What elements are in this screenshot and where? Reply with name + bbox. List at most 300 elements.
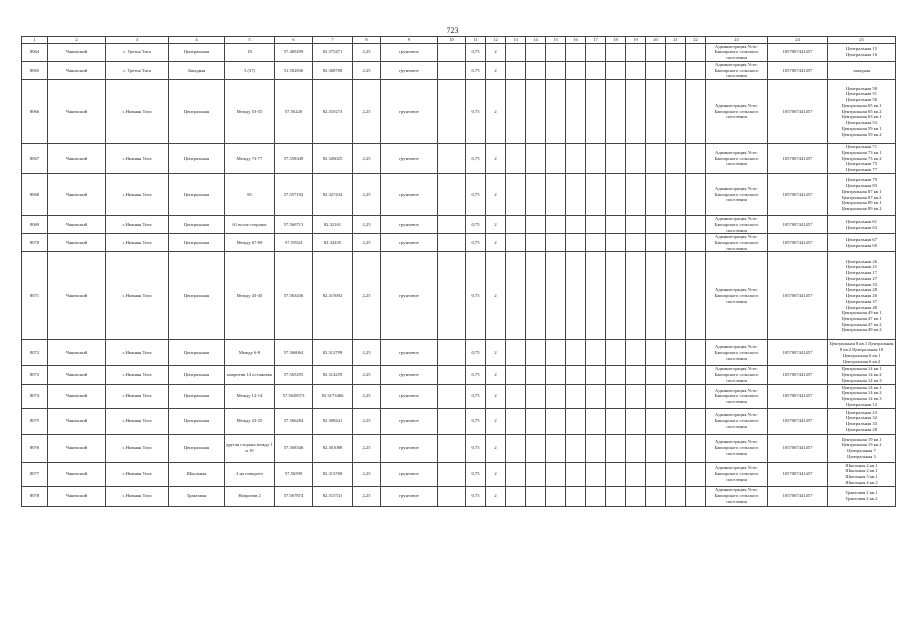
empty-cell	[626, 340, 646, 366]
cell-col-1: 8068	[22, 174, 48, 216]
table-row	[22, 434, 896, 462]
cell-col-2: Чанихский	[48, 234, 106, 252]
header-cell: 16	[566, 37, 586, 44]
cell-col-3: с.Нижняя Тига	[106, 216, 169, 234]
empty-cell	[646, 80, 666, 144]
table-row	[22, 174, 896, 216]
cell-col-4: Центральная	[169, 252, 225, 340]
header-cell: 22	[686, 37, 706, 44]
empty-cell	[506, 384, 526, 408]
cell-col-7: 82.375471	[313, 43, 353, 61]
empty-cell	[646, 61, 666, 79]
cell-col-6: 57.557192	[275, 174, 313, 216]
empty-cell	[438, 216, 466, 234]
cell-col-11: 0,75	[466, 144, 486, 174]
header-cell: 15	[546, 37, 566, 44]
empty-cell	[546, 61, 566, 79]
empty-cell	[506, 80, 526, 144]
cell-col-7: 82.301088	[313, 434, 353, 462]
empty-cell	[566, 43, 586, 61]
cell-col-24: 1057007441457	[768, 252, 828, 340]
empty-cell	[626, 80, 646, 144]
empty-cell	[586, 234, 606, 252]
cell-col-5: Между 43-45	[225, 252, 275, 340]
cell-col-4: Центральная	[169, 340, 225, 366]
cell-col-5: 85	[225, 174, 275, 216]
header-cell: 12	[486, 37, 506, 44]
empty-cell	[506, 486, 526, 506]
cell-col-5: 3 (3?)	[225, 61, 275, 79]
empty-cell	[666, 408, 686, 434]
empty-cell	[646, 216, 666, 234]
cell-col-6: 57.5638573	[275, 384, 313, 408]
empty-cell	[546, 80, 566, 144]
table-row	[22, 486, 896, 506]
empty-cell	[626, 43, 646, 61]
cell-col-8: 2,25	[353, 486, 381, 506]
header-cell: 11	[466, 37, 486, 44]
empty-cell	[626, 486, 646, 506]
cell-col-24: 1057007441457	[768, 144, 828, 174]
empty-cell	[566, 252, 586, 340]
cell-col-11: 0,75	[466, 61, 486, 79]
empty-cell	[546, 340, 566, 366]
table-row	[22, 43, 896, 61]
cell-col-23: Администрация Усть-Бакчарского сельского поселения	[706, 80, 768, 144]
empty-cell	[546, 252, 566, 340]
empty-cell	[646, 252, 666, 340]
cell-col-25: Центральная 19 кв.1 Центральная 19 кв.2 Центральная 7 Центральная 3	[828, 434, 896, 462]
cell-col-12: 2	[486, 366, 506, 384]
empty-cell	[646, 43, 666, 61]
cell-col-9: грунтовое	[381, 434, 438, 462]
cell-col-25: Центральная 71 Центральная 73 кв.1 Центральная 73 кв.2 Центральная 75 Центральная 77	[828, 144, 896, 174]
empty-cell	[586, 434, 606, 462]
table-row	[22, 61, 896, 79]
cell-col-5: Между 23-25	[225, 408, 275, 434]
cell-col-6: 57.567874	[275, 486, 313, 506]
empty-cell	[438, 174, 466, 216]
empty-cell	[586, 366, 606, 384]
cell-col-5: Между 53-55	[225, 80, 275, 144]
cell-col-24: 1057007441457	[768, 61, 828, 79]
cell-col-8: 2,25	[353, 216, 381, 234]
cell-col-24: 1057007441457	[768, 486, 828, 506]
empty-cell	[546, 434, 566, 462]
empty-cell	[586, 486, 606, 506]
cell-col-12: 2	[486, 384, 506, 408]
cell-col-11: 0,75	[466, 43, 486, 61]
header-cell: 1	[22, 37, 48, 44]
cell-col-6: 57.563436	[275, 252, 313, 340]
cell-col-23: Администрация Усть-Бакчарского сельского поселения	[706, 216, 768, 234]
cell-col-5: 2 на повороте	[225, 462, 275, 486]
empty-cell	[686, 366, 706, 384]
empty-cell	[626, 174, 646, 216]
cell-col-25: Центральная 15 Центральная 16	[828, 43, 896, 61]
cell-col-25: Трактовая 2 кв.1 Трактовая 2 кв.2	[828, 486, 896, 506]
cell-col-11: 0,75	[466, 462, 486, 486]
empty-cell	[566, 366, 586, 384]
cell-col-8: 2,25	[353, 434, 381, 462]
table-row	[22, 408, 896, 434]
cell-col-1: 8076	[22, 434, 48, 462]
header-cell: 23	[706, 37, 768, 44]
cell-col-8: 2,25	[353, 234, 381, 252]
empty-cell	[586, 384, 606, 408]
empty-cell	[438, 340, 466, 366]
cell-col-4: Центральная	[169, 434, 225, 462]
empty-cell	[506, 462, 526, 486]
cell-col-3: с. Третья Тига	[106, 43, 169, 61]
empty-cell	[686, 252, 706, 340]
empty-cell	[686, 80, 706, 144]
empty-cell	[566, 340, 586, 366]
cell-col-11: 0,75	[466, 340, 486, 366]
empty-cell	[526, 80, 546, 144]
cell-col-4: Центральная	[169, 216, 225, 234]
empty-cell	[586, 252, 606, 340]
cell-col-2: Чанихский	[48, 43, 106, 61]
cell-col-25: западная	[828, 61, 896, 79]
cell-col-3: с.Нижняя Тига	[106, 434, 169, 462]
cell-col-4: Центральная	[169, 80, 225, 144]
empty-cell	[686, 43, 706, 61]
header-row	[22, 37, 896, 44]
cell-col-11: 0,75	[466, 234, 486, 252]
header-cell: 21	[666, 37, 686, 44]
cell-col-11: 0,75	[466, 80, 486, 144]
cell-col-25: Центральная 23 Центральная 32 Центральная 33 Центральная 28	[828, 408, 896, 434]
empty-cell	[546, 144, 566, 174]
empty-cell	[686, 384, 706, 408]
empty-cell	[606, 61, 626, 79]
cell-col-9: грунтовое	[381, 234, 438, 252]
empty-cell	[566, 462, 586, 486]
cell-col-23: Администрация Усть-Бакчарского сельского поселения	[706, 366, 768, 384]
cell-col-5: Между 67-69	[225, 234, 275, 252]
cell-col-1: 8077	[22, 462, 48, 486]
cell-col-8: 2,25	[353, 340, 381, 366]
cell-col-24: 1057007441457	[768, 80, 828, 144]
cell-col-2: Чанихский	[48, 384, 106, 408]
empty-cell	[606, 43, 626, 61]
cell-col-9: грунтовое	[381, 80, 438, 144]
cell-col-5: 61 возле стороны	[225, 216, 275, 234]
cell-col-4: Центральная	[169, 366, 225, 384]
header-cell: 10	[438, 37, 466, 44]
cell-col-9: грунтовое	[381, 252, 438, 340]
empty-cell	[666, 434, 686, 462]
cell-col-24: 1057007441457	[768, 43, 828, 61]
empty-cell	[546, 408, 566, 434]
cell-col-23: Администрация Усть-Бакчарского сельского поселения	[706, 174, 768, 216]
empty-cell	[686, 174, 706, 216]
cell-col-2: Чанихский	[48, 61, 106, 79]
cell-col-7: 82.314259	[313, 366, 353, 384]
empty-cell	[566, 144, 586, 174]
header-cell: 4	[169, 37, 225, 44]
cell-col-3: с.Нижняя Тига	[106, 384, 169, 408]
cell-col-2: Чанихский	[48, 408, 106, 434]
cell-col-11: 0,75	[466, 216, 486, 234]
header-cell: 5	[225, 37, 275, 44]
empty-cell	[526, 384, 546, 408]
empty-cell	[438, 252, 466, 340]
empty-cell	[438, 434, 466, 462]
empty-cell	[546, 486, 566, 506]
header-cell: 3	[106, 37, 169, 44]
cell-col-24: 1057007441457	[768, 408, 828, 434]
empty-cell	[606, 366, 626, 384]
empty-cell	[438, 408, 466, 434]
empty-cell	[626, 462, 646, 486]
empty-cell	[586, 408, 606, 434]
empty-cell	[606, 234, 626, 252]
cell-col-3: с.Нижняя Тига	[106, 366, 169, 384]
empty-cell	[626, 144, 646, 174]
cell-col-9: грунтовое	[381, 486, 438, 506]
cell-col-25: Центральная 14 кв.1 Центральная 14 кв.2 Центральная 14 кв.3 Центральная 12	[828, 384, 896, 408]
empty-cell	[526, 408, 546, 434]
empty-cell	[586, 80, 606, 144]
empty-cell	[666, 340, 686, 366]
cell-col-23: Администрация Усть-Бакчарского сельского поселения	[706, 462, 768, 486]
cell-col-7: 82.308441	[313, 408, 353, 434]
empty-cell	[666, 61, 686, 79]
cell-col-12: 2	[486, 408, 506, 434]
cell-col-8: 2,25	[353, 384, 381, 408]
empty-cell	[586, 216, 606, 234]
cell-col-5: Напротив 2	[225, 486, 275, 506]
empty-cell	[646, 144, 666, 174]
empty-cell	[566, 61, 586, 79]
cell-col-9: грунтовое	[381, 216, 438, 234]
table-row	[22, 144, 896, 174]
cell-col-7: 82.315692	[313, 252, 353, 340]
cell-col-2: Чанихский	[48, 340, 106, 366]
empty-cell	[686, 216, 706, 234]
empty-cell	[566, 80, 586, 144]
empty-cell	[546, 43, 566, 61]
cell-col-1: 8073	[22, 366, 48, 384]
cell-col-9: грунтовое	[381, 366, 438, 384]
cell-col-8: 2,25	[353, 144, 381, 174]
empty-cell	[626, 384, 646, 408]
header-cell: 20	[646, 37, 666, 44]
cell-col-23: Администрация Усть-Бакчарского сельского поселения	[706, 384, 768, 408]
header-cell: 19	[626, 37, 646, 44]
empty-cell	[438, 43, 466, 61]
cell-col-3: с.Нижняя Тига	[106, 252, 169, 340]
empty-cell	[666, 384, 686, 408]
empty-cell	[438, 61, 466, 79]
empty-cell	[546, 366, 566, 384]
cell-col-9: грунтовое	[381, 174, 438, 216]
cell-col-11: 0,75	[466, 434, 486, 462]
cell-col-24: 1057007441457	[768, 174, 828, 216]
cell-col-9: грунтовое	[381, 340, 438, 366]
cell-col-12: 2	[486, 80, 506, 144]
empty-cell	[566, 486, 586, 506]
cell-col-1: 8074	[22, 384, 48, 408]
empty-cell	[686, 234, 706, 252]
data-table	[21, 36, 896, 507]
cell-col-6: 57.56599	[275, 462, 313, 486]
cell-col-7: 82.327434	[313, 174, 353, 216]
empty-cell	[606, 144, 626, 174]
table-row	[22, 462, 896, 486]
empty-cell	[646, 174, 666, 216]
empty-cell	[606, 174, 626, 216]
empty-cell	[666, 43, 686, 61]
cell-col-1: 8072	[22, 340, 48, 366]
empty-cell	[686, 61, 706, 79]
cell-col-5: другая сторона между 1 и 19	[225, 434, 275, 462]
header-cell: 24	[768, 37, 828, 44]
empty-cell	[438, 366, 466, 384]
cell-col-11: 0,75	[466, 366, 486, 384]
page-number: 723	[446, 26, 459, 35]
empty-cell	[646, 234, 666, 252]
empty-cell	[606, 340, 626, 366]
empty-cell	[566, 216, 586, 234]
empty-cell	[626, 366, 646, 384]
cell-col-9: грунтовое	[381, 408, 438, 434]
cell-col-6: 57.558349	[275, 144, 313, 174]
cell-col-23: Администрация Усть-Бакчарского сельского поселения	[706, 43, 768, 61]
cell-col-1: 8071	[22, 252, 48, 340]
empty-cell	[586, 340, 606, 366]
cell-col-9: грунтовое	[381, 144, 438, 174]
cell-col-9: грунтовое	[381, 462, 438, 486]
table-row	[22, 384, 896, 408]
cell-col-12: 2	[486, 144, 506, 174]
cell-col-12: 2	[486, 462, 506, 486]
cell-col-23: Администрация Усть-Бакчарского сельского поселения	[706, 408, 768, 434]
empty-cell	[438, 462, 466, 486]
empty-cell	[686, 408, 706, 434]
cell-col-6: 57.565295	[275, 366, 313, 384]
empty-cell	[506, 366, 526, 384]
cell-col-23: Администрация Усть-Бакчарского сельского поселения	[706, 144, 768, 174]
cell-col-1: 8078	[22, 486, 48, 506]
cell-col-6: 57.560713	[275, 216, 313, 234]
empty-cell	[566, 408, 586, 434]
cell-col-12: 2	[486, 61, 506, 79]
empty-cell	[626, 408, 646, 434]
empty-cell	[566, 434, 586, 462]
cell-col-1: 8075	[22, 408, 48, 434]
empty-cell	[506, 174, 526, 216]
empty-cell	[626, 234, 646, 252]
cell-col-12: 2	[486, 434, 506, 462]
cell-col-24: 1057007441457	[768, 234, 828, 252]
cell-col-4: Трактовая	[169, 486, 225, 506]
empty-cell	[686, 340, 706, 366]
cell-col-2: Чанихский	[48, 144, 106, 174]
cell-col-2: Чанихский	[48, 216, 106, 234]
header-cell: 8	[353, 37, 381, 44]
cell-col-12: 2	[486, 486, 506, 506]
cell-col-11: 0,75	[466, 408, 486, 434]
empty-cell	[666, 252, 686, 340]
empty-cell	[626, 61, 646, 79]
cell-col-1: 8070	[22, 234, 48, 252]
cell-col-25: Школьная 2 кв.1 Школьная 2 кв.1 Школьная 3 кв.1 Школьная 4 кв.2	[828, 462, 896, 486]
header-cell: 9	[381, 37, 438, 44]
cell-col-2: Чанихский	[48, 462, 106, 486]
empty-cell	[506, 252, 526, 340]
empty-cell	[526, 43, 546, 61]
cell-col-6: 57.568346	[275, 434, 313, 462]
cell-col-7: 82.3173466	[313, 384, 353, 408]
cell-col-12: 2	[486, 252, 506, 340]
cell-col-5: напротив 14 остановка	[225, 366, 275, 384]
cell-col-12: 2	[486, 340, 506, 366]
empty-cell	[526, 340, 546, 366]
cell-col-24: 1057007441457	[768, 366, 828, 384]
cell-col-7: 82.310273	[313, 80, 353, 144]
table-row	[22, 216, 896, 234]
empty-cell	[506, 408, 526, 434]
empty-cell	[646, 408, 666, 434]
empty-cell	[526, 366, 546, 384]
empty-cell	[686, 486, 706, 506]
empty-cell	[526, 216, 546, 234]
cell-col-1: 8069	[22, 216, 48, 234]
empty-cell	[586, 61, 606, 79]
empty-cell	[626, 216, 646, 234]
empty-cell	[526, 61, 546, 79]
empty-cell	[438, 486, 466, 506]
cell-col-9: грунтовое	[381, 384, 438, 408]
empty-cell	[666, 486, 686, 506]
cell-col-6: 57.566064	[275, 340, 313, 366]
cell-col-3: с.Нижняя Тига	[106, 80, 169, 144]
cell-col-4: Центральная	[169, 408, 225, 434]
cell-col-6: 57.566284	[275, 408, 313, 434]
cell-col-12: 2	[486, 43, 506, 61]
empty-cell	[646, 366, 666, 384]
cell-col-23: Администрация Усть-Бакчарского сельского поселения	[706, 234, 768, 252]
empty-cell	[626, 252, 646, 340]
cell-col-25: Центральная 58 Центральная 51 Центральная 56 Центральная 65 кв.1 Центральная 65 кв.2 Центральная 63 кв.1 Центральная 53 Центральная 59 кв.1 Центральная 59 кв.2	[828, 80, 896, 144]
cell-col-2: Чанихский	[48, 366, 106, 384]
cell-col-6: 57.56220	[275, 80, 313, 144]
cell-col-8: 2,25	[353, 252, 381, 340]
cell-col-2: Чанихский	[48, 434, 106, 462]
empty-cell	[526, 486, 546, 506]
empty-cell	[438, 234, 466, 252]
cell-col-12: 2	[486, 174, 506, 216]
cell-col-1: 8064	[22, 43, 48, 61]
cell-col-3: с.Нижняя Тига	[106, 462, 169, 486]
empty-cell	[586, 174, 606, 216]
cell-col-7: 82.312799	[313, 340, 353, 366]
empty-cell	[666, 216, 686, 234]
empty-cell	[566, 384, 586, 408]
empty-cell	[438, 80, 466, 144]
cell-col-8: 2,25	[353, 408, 381, 434]
table-row	[22, 80, 896, 144]
cell-col-1: 8065	[22, 61, 48, 79]
cell-col-7: 82.326025	[313, 144, 353, 174]
empty-cell	[526, 434, 546, 462]
cell-col-23: Администрация Усть-Бакчарского сельского поселения	[706, 434, 768, 462]
cell-col-11: 0,75	[466, 252, 486, 340]
cell-col-25: Центральная 67 Центральная 69	[828, 234, 896, 252]
